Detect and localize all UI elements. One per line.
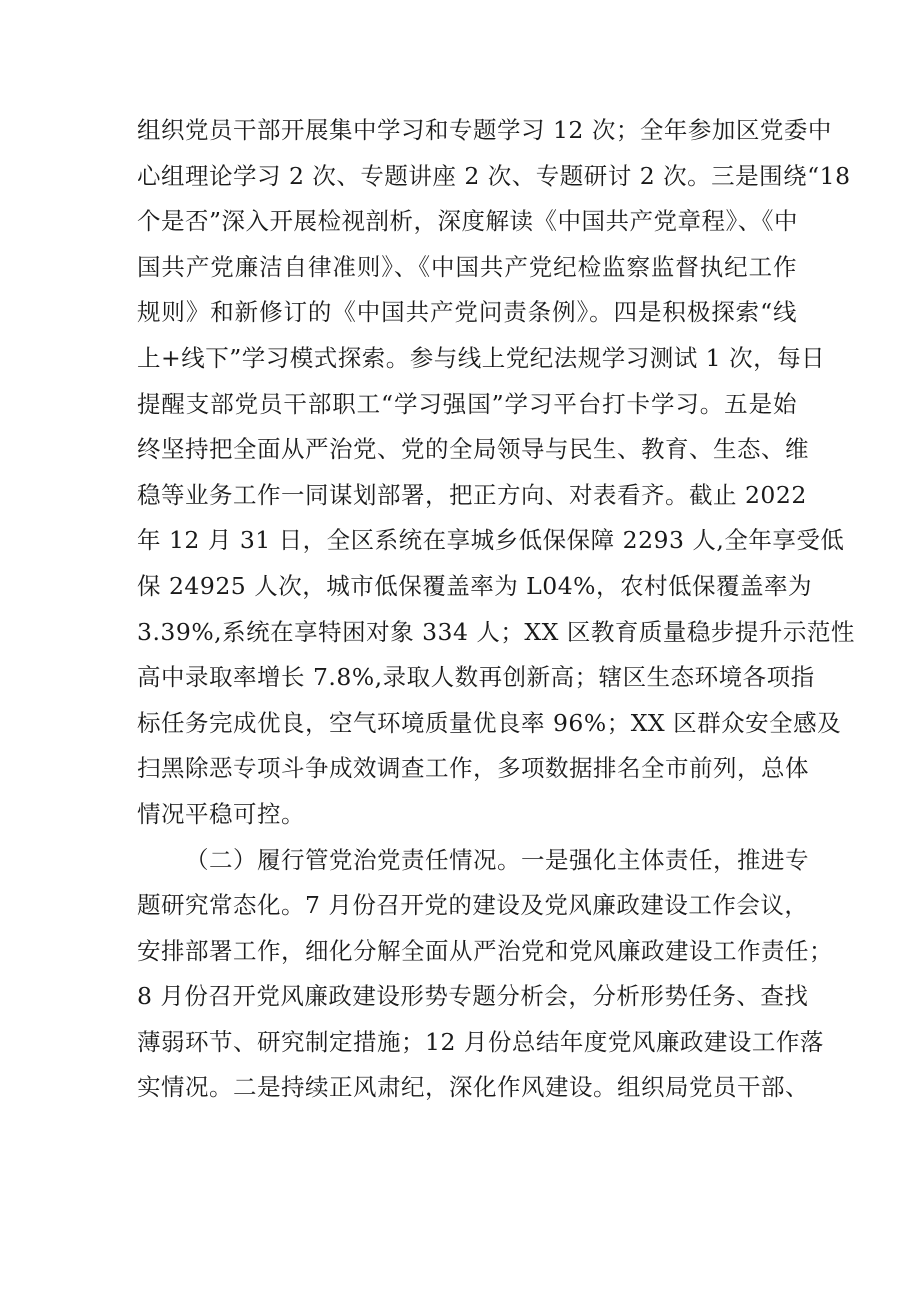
text-line: 组织党员干部开展集中学习和专题学习 12 次；全年参加区党委中 [137, 116, 832, 144]
text-line: 国共产党廉洁自律准则》、《中国共产党纪检监察监督执纪工作 [137, 252, 797, 281]
text-line: 薄弱环节、研究制定措施；12 月份总结年度党风廉政建设工作落 [137, 1027, 824, 1056]
text-line: 8 月份召开党风廉政建设形势专题分析会，分析形势任务、查找 [137, 982, 809, 1011]
text-line: 个是否”深入开展检视剖析，深度解读《中国共产党章程》、《中 [137, 207, 799, 236]
text-line: 上+线下”学习模式探索。参与线上党纪法规学习测试 1 次，每日 [137, 343, 826, 372]
text-line: 标任务完成优良，空气环境质量优良率 96%；XX 区群众安全感及 [137, 708, 842, 737]
text-line: 稳等业务工作一同谋划部署，把正方向、对表看齐。截止 2022 [137, 480, 807, 509]
text-line: 高中录取率增长 7.8%,录取人数再创新高；辖区生态环境各项指 [137, 663, 815, 692]
text-line: 3.39%,系统在享特困对象 334 人；XX 区教育质量稳步提升示范性 [137, 617, 855, 646]
text-line: 题研究常态化。7 月份召开党的建设及党风廉政建设工作会议， [137, 891, 809, 920]
text-line: 年 12 月 31 日，全区系统在享城乡低保保障 2293 人,全年享受低 [137, 526, 845, 555]
text-line: 实情况。二是持续正风肃纪，深化作风建设。组织局党员干部、 [137, 1073, 809, 1102]
text-line: 心组理论学习 2 次、专题讲座 2 次、专题研讨 2 次。三是围绕“18 [137, 161, 851, 190]
paragraph-end-line: 情况平稳可控。 [137, 799, 305, 828]
text-line: 终坚持把全面从严治党、党的全局领导与民生、教育、生态、维 [137, 435, 809, 464]
text-line: 扫黑除恶专项斗争成效调查工作，多项数据排名全市前列，总体 [137, 754, 809, 783]
text-line: 安排部署工作，细化分解全面从严治党和党风廉政建设工作责任； [137, 936, 833, 965]
text-line: 规则》和新修订的《中国共产党问责条例》。四是积极探索“线 [137, 298, 797, 327]
text-line: 提醒支部党员干部职工“学习强国”学习平台打卡学习。五是始 [137, 389, 797, 418]
document-body [137, 108, 855, 1111]
text-line: 保 24925 人次，城市低保覆盖率为 L04%，农村低保覆盖率为 [137, 571, 813, 600]
section-heading-line: （二）履行管党治党责任情况。一是强化主体责任，推进专 [185, 845, 809, 874]
